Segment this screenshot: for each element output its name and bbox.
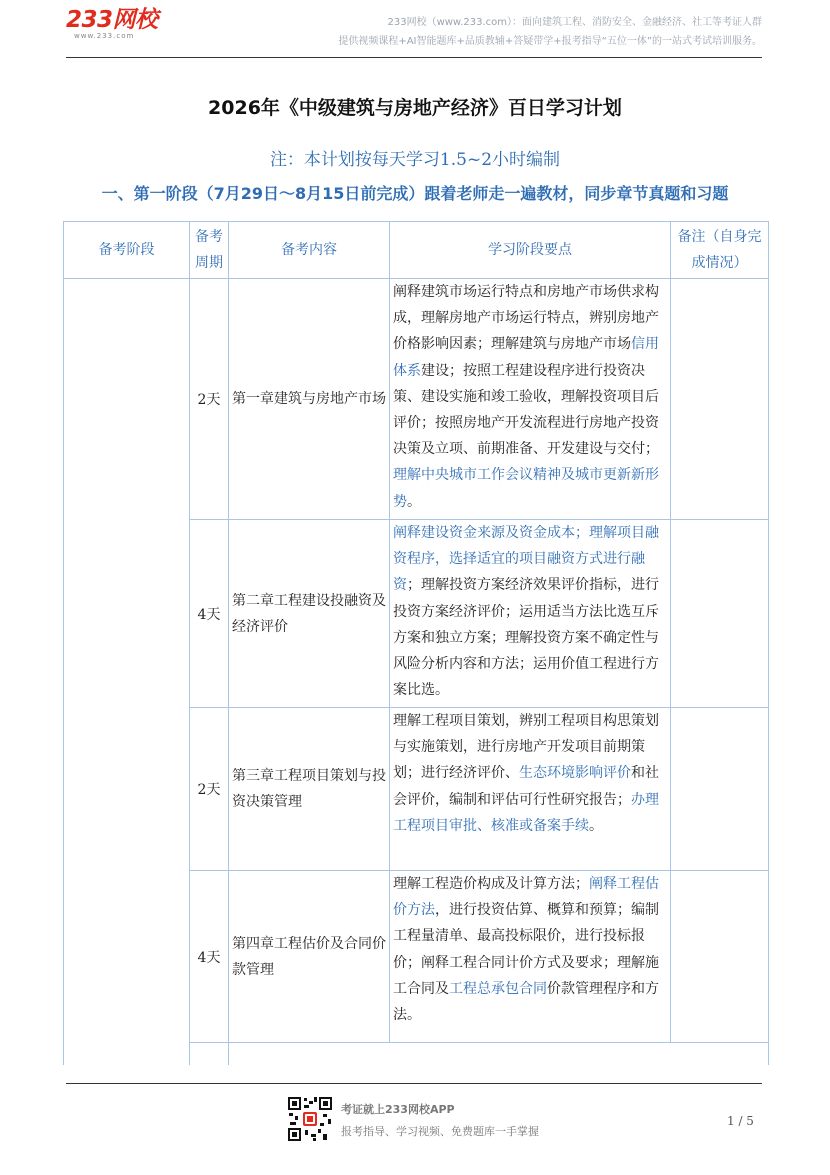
app-promo-title: 考证就上233网校APP	[341, 1103, 455, 1116]
remark-cell[interactable]	[671, 279, 769, 520]
logo-text: 233网校	[66, 7, 158, 33]
footer-divider	[66, 1083, 762, 1084]
header-line-2: 提供视频课程+AI智能题库+品质教辅+答疑带学+报考指导“五位一体”的一站式考试培训服务。	[338, 36, 762, 47]
table-header-row	[64, 222, 769, 279]
stage-heading: 一、第一阶段（7月29日～8月15日前完成）跟着老师走一遍教材，同步章节真题和习题	[101, 184, 729, 203]
header-description	[322, 13, 762, 51]
period-cell: 4天	[190, 871, 229, 1043]
header-remark: 备注（自身完成情况）	[671, 222, 769, 279]
content-cell: 第四章工程估价及合同价款管理	[229, 871, 390, 1043]
points-cell: 阐释建筑市场运行特点和房地产市场供求构成，理解房地产市场运行特点，辨别房地产价格影响因素；理解建筑与房地产市场信用体系建设；按照工程建设程序进行投资决策、建设实施和竣工验收，理解投资项目后评价；按照房地产开发流程进行房地产投资决策及立项、前期准备、开发建设与交付；理解中央城市工作会议精神及城市更新新形势。	[390, 279, 671, 520]
remark-cell[interactable]	[671, 871, 769, 1043]
remark-cell	[671, 1043, 769, 1065]
points-cell	[390, 1043, 671, 1065]
table-row	[64, 279, 769, 520]
period-cell: 2天	[190, 279, 229, 520]
points-cell: 理解工程项目策划，辨别工程项目构思策划与实施策划，进行房地产开发项目前期策划；进行经济评价、生态环境影响评价和社会评价，编制和评估可行性研究报告；办理工程项目审批、核准或备案手续。	[390, 708, 671, 871]
points-cell: 理解工程造价构成及计算方法；阐释工程估价方法，进行投资估算、概算和预算；编制工程量清单、最高投标限价，进行投标报价；阐释工程合同计价方式及要求；理解施工合同及工程总承包合同价款管理程序和方法。	[390, 871, 671, 1043]
app-promo-subtitle: 报考指导、学习视频、免费题库一手掌握	[341, 1125, 539, 1138]
header-period: 备考周期	[190, 222, 229, 279]
page-header	[0, 0, 830, 60]
period-cell	[190, 1043, 229, 1065]
stage-cell	[64, 279, 190, 1065]
brand-logo[interactable]	[66, 8, 158, 40]
study-plan-table	[63, 221, 769, 1065]
content-cell: 第二章工程建设投融资及经济评价	[229, 520, 390, 708]
header-content: 备考内容	[229, 222, 390, 279]
content-cell: 第一章建筑与房地产市场	[229, 279, 390, 520]
content-cell: 第三章工程项目策划与投资决策管理	[229, 708, 390, 871]
header-line-1: 233网校（www.233.com）：面向建筑工程、消防安全、金融经济、社工等考证人群	[387, 17, 762, 28]
header-stage: 备考阶段	[64, 222, 190, 279]
period-cell: 4天	[190, 520, 229, 708]
header-divider	[66, 57, 762, 58]
logo-url: www.233.com	[74, 32, 135, 40]
remark-cell[interactable]	[671, 520, 769, 708]
content-cell	[229, 1043, 390, 1065]
page-title: 2026年《中级建筑与房地产经济》百日学习计划	[208, 97, 622, 119]
points-cell: 阐释建设资金来源及资金成本；理解项目融资程序，选择适宜的项目融资方式进行融资；理解投资方案经济效果评价指标，进行投资方案经济评价；运用适当方法比选互斥方案和独立方案；理解投资方案不确定性与风险分析内容和方法；运用价值工程进行方案比选。	[390, 520, 671, 708]
qr-code-icon[interactable]	[287, 1096, 333, 1142]
page-number: 1 / 5	[727, 1114, 754, 1128]
period-cell: 2天	[190, 708, 229, 871]
remark-cell[interactable]	[671, 708, 769, 871]
study-note: 注：本计划按每天学习1.5~2小时编制	[269, 150, 561, 170]
header-points: 学习阶段要点	[390, 222, 671, 279]
